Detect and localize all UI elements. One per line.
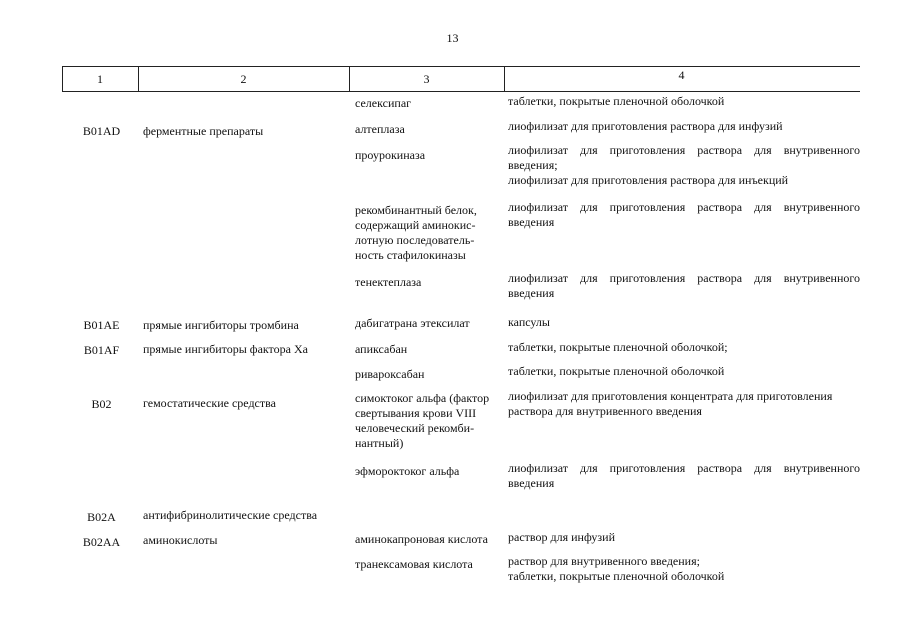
drug-name: апиксабан bbox=[355, 342, 408, 356]
atc-code: B02 bbox=[91, 397, 112, 411]
dosage-form: лиофилизат для приготовления концентрата для приготовления раствора для внутривенного введения bbox=[508, 389, 833, 418]
group-name: аминокислоты bbox=[143, 533, 218, 547]
dosage-form: лиофилизат для приготовления раствора для внутривенного введения bbox=[508, 200, 860, 229]
dosage-form: таблетки, покрытые пленочной оболочкой bbox=[508, 364, 725, 378]
group-name: антифибринолитические средства bbox=[143, 508, 318, 522]
drug-name: проурокиназа bbox=[355, 148, 426, 162]
header-col-4: 4 bbox=[678, 68, 685, 82]
header-col-1: 1 bbox=[97, 72, 103, 86]
page-number: 13 bbox=[446, 31, 459, 45]
atc-code: B02AA bbox=[82, 535, 121, 549]
atc-code: B02A bbox=[87, 510, 116, 524]
atc-code: B01AE bbox=[83, 318, 120, 332]
drug-name: алтеплаза bbox=[355, 122, 405, 136]
dosage-form: лиофилизат для приготовления раствора для внутривенного введения bbox=[508, 271, 860, 300]
dosage-form: таблетки, покрытые пленочной оболочкой; bbox=[508, 340, 728, 354]
group-name: прямые ингибиторы фактора Xa bbox=[143, 342, 308, 356]
table-header-bottom-rule bbox=[62, 91, 860, 92]
dosage-form: раствор для внутривенного введения; таблетки, покрытые пленочной оболочкой bbox=[508, 554, 725, 583]
dosage-form: лиофилизат для приготовления раствора для инфузий bbox=[508, 119, 783, 133]
drug-name: аминокапроновая кислота bbox=[355, 532, 488, 546]
group-name: гемостатические средства bbox=[143, 396, 276, 410]
header-col-3: 3 bbox=[423, 72, 430, 86]
dosage-form: лиофилизат для приготовления раствора для внутривенного введения; лиофилизат для приготовления раствора для инъекций bbox=[508, 143, 860, 187]
atc-code: B01AD bbox=[82, 124, 121, 138]
drug-name: эфмороктоког альфа bbox=[355, 464, 460, 478]
dosage-form: капсулы bbox=[508, 315, 550, 329]
drug-name: дабигатрана этексилат bbox=[355, 316, 470, 330]
dosage-form: раствор для инфузий bbox=[508, 530, 615, 544]
dosage-form: таблетки, покрытые пленочной оболочкой bbox=[508, 94, 725, 108]
drug-name: транексамовая кислота bbox=[355, 557, 473, 571]
group-name: прямые ингибиторы тромбина bbox=[143, 318, 299, 332]
drug-name: ривароксабан bbox=[355, 367, 425, 381]
drug-name: селексипаг bbox=[355, 96, 412, 110]
drug-name: симоктоког альфа (фактор свертывания крови VIII человеческий рекомби- нантный) bbox=[355, 391, 490, 450]
drug-name: тенектеплаза bbox=[355, 275, 422, 289]
header-col-2: 2 bbox=[240, 72, 247, 86]
atc-code: B01AF bbox=[83, 343, 120, 357]
table-header-top-rule bbox=[62, 66, 860, 67]
group-name: ферментные препараты bbox=[143, 124, 264, 138]
dosage-form: лиофилизат для приготовления раствора для внутривенного введения bbox=[508, 461, 860, 490]
drug-name: рекомбинантный белок, содержащий аминокис- лотную последователь- ность стафилокиназы bbox=[355, 203, 477, 262]
